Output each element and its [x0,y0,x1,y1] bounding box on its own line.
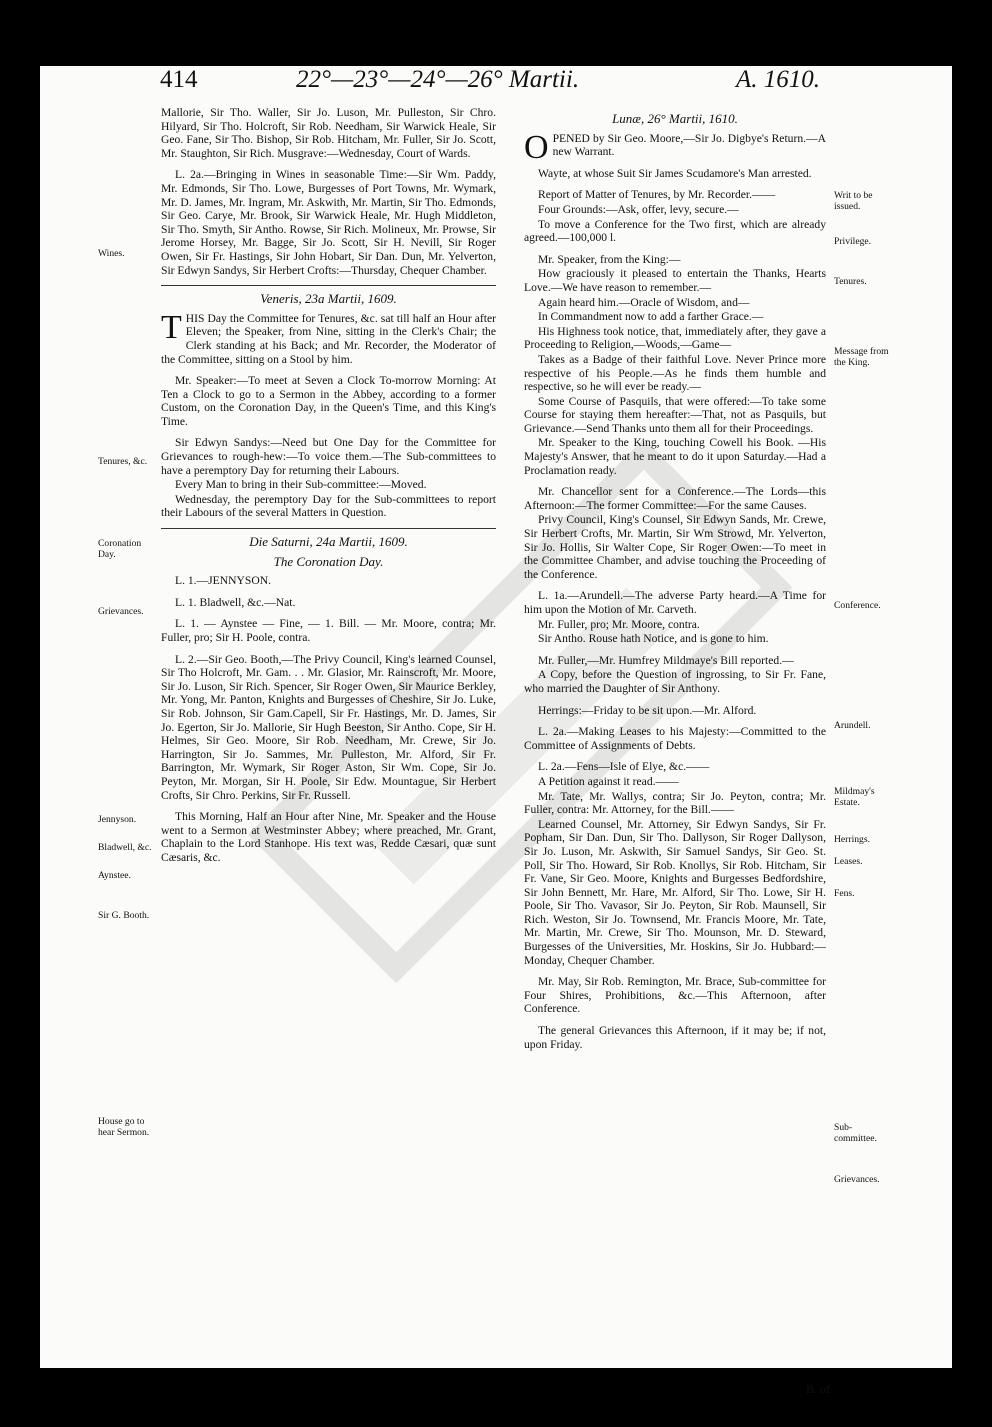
paragraph-bladwell: L. 1. Bladwell, &c.—Nat. [175,595,296,609]
drop-cap: O [524,128,549,166]
paragraph-opened: OPENED by Sir Geo. Moore,—Sir Jo. Digbye's Return.—A new Warrant. [524,128,826,166]
paragraph-commandment: In Commandment now to add a farther Grace.— [538,310,764,324]
margin-note-subcommittee: Sub-committee. [834,1122,877,1144]
page-number: 414 [160,66,198,93]
margin-note-bladwell: Bladwell, &c. [98,842,152,853]
paragraph-learned-counsel: Learned Counsel, Mr. Attorney, Sir Edwyn Sandys, Sir Fr. Popham, Sir Dan. Dun, Sir Tho. Dallyson, Sir Roger Dallyson, Sir Jo. Luson, Mr. Askwith, Sir Samuel Sandys, Sir Geo. St. Poll, Sir Tho. Howard, Sir Rob. Knollys, Sir Rob. Hitcham, Sir Fr. Vane, Sir Geo. Moore, Knights and Burgesses Bedfordshire, Sir John Bennett, Mr. Hare, Mr. Alford, Sir Tho. Lowe, Sir H. Poole, Sir Tho. Vavasor, Sir Jo. Peyton, Sir Rob. Maunsell, Sir Rich. Weston, Sir Jo. Townsend, Mr. Francis Moore, Mr. Tate, Mr. Martin, Mr. Crewe, Sir Tho. Mounson, Mr. D. Steward, Burgesses of the Universities, Mr. Hoskins, Sir Jo. Hubbard:—Monday, Chequer Chamber. [524,817,826,967]
paragraph-intro: Mallorie, Sir Tho. Waller, Sir Jo. Luson, Mr. Pulleston, Sir Chro. Hilyard, Sir Tho. Holcroft, Sir Rob. Needham, Sir Warwick Heale, Sir Geo. Fane, Sir Tho. Bishop, Sir Rob. Hitcham, Mr. Fuller, Sir Jo. Scott, Mr. Staughton, Sir Rich. Musgrave:—Wednesday, Court of Wards. [161,106,496,160]
margin-note-message-king: Message from the King. [834,346,889,368]
paragraph-sermon: This Morning, Half an Hour after Nine, Mr. Speaker and the House went to a Sermon at Westminster Abbey; where preached, Mr. Grant, Chaplain to the Lord Stanhope. His text was, Redde Cæsari, quæ sunt Cæsaris, &c. [161,810,496,864]
margin-note-writ: Writ to be issued. [834,190,873,212]
margin-note-aynstee: Aynstee. [98,870,131,881]
paragraph-pasquils: Some Course of Pasquils, that were offered:—To take some Course for staying them hereafter:—That, not as Pasquils, but Grievance.—Send Thanks unto them all for their Proceedings. [524,394,826,435]
heading-coronation-day: The Coronation Day. [273,553,384,569]
paragraph-four-grounds: Four Grounds:—Ask, offer, levy, secure.— [538,202,739,216]
heading-veneris: Veneris, 23a Martii, 1609. [260,291,397,307]
margin-note-fens: Fens. [834,888,855,899]
paragraph-mildmaye: Mr. Fuller,—Mr. Humfrey Mildmaye's Bill reported.— [538,653,794,667]
paragraph-badge: Takes as a Badge of their faithful Love. Never Prince more respective of his People.—As he finds them humble and respective, so he will ever be ready.— [524,352,826,394]
margin-note-arundell: Arundell. [834,720,871,731]
paragraph-gracious: How graciously it pleased to entertain the Thanks, Hearts Love.—We have reason to remember.— [524,267,826,294]
paragraph-rouse: Sir Antho. Rouse hath Notice, and is gone to him. [538,632,769,646]
divider [161,528,496,529]
margin-note-booth: Sir G. Booth. [98,910,150,921]
paragraph-arundell: L. 1a.—Arundell.—The adverse Party heard.—A Time for him upon the Motion of Mr. Carveth. [524,589,826,616]
paragraph-again: Again heard him.—Oracle of Wisdom, and— [538,295,750,309]
paragraph-conference-two: To move a Conference for the Two first, which are already agreed.—100,000 l. [524,217,826,245]
paragraph-privy-council: Privy Council, King's Counsel, Sir Edwyn Sands, Mr. Crewe, Sir Herbert Crofts, Mr. Martin, Sir Wm Strowd, Mr. Yelverton, Sir Jo. Hollis, Sir Walter Cope, Sir Roger Owen:—To meet in the Committee Chamber, and advise touching the Proceeding of the Conference. [524,513,826,581]
paragraph-aynstee: L. 1. — Aynstee — Fine, — 1. Bill. — Mr. Moore, contra; Mr. Fuller, pro; Sir H. Poole, contra. [161,617,496,644]
margin-note-coronation: Coronation Day. [98,538,142,560]
paragraph-grievances: Sir Edwyn Sandys:—Need but One Day for the Committee for Grievances to rough-hew:—To voice them.—The Sub-committees to have a peremptory Day for returning their Labours. [161,436,496,477]
margin-note-tenures-r: Tenures. [834,276,867,287]
running-head-dates: 22°—23°—24°—26° Martii. [296,66,580,93]
running-head-year: A. 1610. [736,66,821,93]
margin-note-conference: Conference. [834,600,881,611]
paragraph-speaker-king: Mr. Speaker, from the King:— [538,252,681,266]
paragraph-tenures: THIS Day the Committee for Tenures, &c. sat till half an Hour after Eleven; the Speaker, from Nine, sitting in the Clerk's Chair; the Clerk standing at his Back; and Mr. Recorder, the Moderator of the Committee, sitting on a Stool by him. [161,308,496,366]
margin-note-jennyson: Jennyson. [98,814,137,825]
margin-note-grievances: Grievances. [98,606,144,617]
paragraph-jennyson: L. 1.—JENNYSON. [175,574,271,588]
margin-note-herrings: Herrings. [834,834,870,845]
paragraph-copy: A Copy, before the Question of ingrossing, to Sir Fr. Fane, who married the Daughter of Sir Anthony. [524,668,826,695]
paragraph-fuller-pro: Mr. Fuller, pro; Mr. Moore, contra. [538,617,700,631]
paragraph-cowell: Mr. Speaker to the King, touching Cowell his Book. —His Majesty's Answer, that he meant to do it upon Saturday.—Had a Proclamation ready. [524,436,826,477]
paragraph-every-man: Every Man to bring in their Sub-committee:—Moved. [175,478,427,492]
paragraph-tate: Mr. Tate, Mr. Wallys, contra; Sir Jo. Peyton, contra; Mr. Fuller, contra: Mr. Attorney, for the Bill.—— [524,789,826,817]
right-column [524,106,826,1059]
paragraph-coronation: Mr. Speaker:—To meet at Seven a Clock To-morrow Morning: At Ten a Clock to go to a Sermon in the Abbey, according to a former Custom, on the Coronation Day, in the Queen's Time, and this King's Time. [161,374,496,428]
margin-note-leases: Leases. [834,856,863,867]
drop-cap: T [161,308,182,346]
margin-note-privilege: Privilege. [834,236,872,247]
margin-note-mildmay: Mildmay's Estate. [834,786,875,808]
paragraph-leases: L. 2a.—Making Leases to his Majesty:—Committed to the Committee of Assignments of Debts. [524,725,826,752]
left-column [161,106,496,873]
heading-lunae: Lunæ, 26° Martii, 1610. [612,111,738,126]
paragraph-booth: L. 2.—Sir Geo. Booth,—The Privy Council, King's learned Counsel, Sir Tho Holcroft, Mr. Gam. . . Mr. Glasior, Mr. Rainscroft, Mr. Moore, Sir Jo. Luson, Sir Rich. Spencer, Sir Roger Owen, Sir Maurice Berkley, Mr. Yong, Mr. Panton, Knights and Burgesses of Cheshire, Sir Jo. Luke, Sir Rob. Johnson, Sir Gam.Capell, Sir Fr. Hastings, Mr. D. James, Sir Jo. Egerton, Sir Jo. Mallorie, Sir Hugh Beeston, Sir Antho. Cope, Sir H. Helmes, Sir Geo. Moore, Sir Rob. Needham, Mr. Crewe, Sir Jo. Harrington, Sir Jo. Sammes, Mr. Pulleston, Mr. Alford, Sir Fr. Barrington, Mr. Wymark, Sir Roger Aston, Sir Wm. Cope, Sir Jo. Peyton, Mr. Morgan, Sir H. Poole, Sir Edw. Mountague, Sir Herbert Crofts, Sir Chro. Perkins, Sir Fr. Russell. [161,652,496,802]
margin-note-wines: Wines. [98,248,125,259]
paragraph-petition: A Petition against it read.—— [538,774,679,788]
paragraph-wines: L. 2a.—Bringing in Wines in seasonable Time:—Sir Wm. Paddy, Mr. Edmonds, Sir Tho. Lowe, Burgesses of Port Towns, Mr. Wymark, Mr. D. James, Mr. Ingram, Mr. Askwith, Mr. Martin, Sir Tho. Edmonds, Sir Geo. Carye, Mr. Brook, Sir Warwick Heale, Mr. Hugh Middleton, Sir Tho. Smyth, Sir Antho. Rowse, Sir Rich. Molineux, Mr. Prowse, Sir Jerome Horsey, Mr. Bagge, Sir Jo. Scott, Sir H. Nevill, Sir Roger Owen, Sir Fr. Hastings, Sir John Hobart, Sir Dan. Dun, Mr. Yelverton, Sir Edwyn Sandys, Sir Herbert Crofts:—Thursday, Chequer Chamber. [161,168,496,277]
paragraph-general-grievances: The general Grievances this Afternoon, if it may be; if not, upon Friday. [524,1024,826,1051]
margin-note-house-sermon: House go to hear Sermon. [98,1116,150,1138]
paragraph-herrings: Herrings:—Friday to be sit upon.—Mr. Alford. [538,703,757,717]
paragraph-wednesday: Wednesday, the peremptory Day for the Sub-committees to report their Labours of the several Matters in Question. [161,492,496,520]
divider [161,285,496,286]
paragraph-highness: His Highness took notice, that, immediately after, they gave a Proceeding to Religion,—Woods,—Game— [524,324,826,352]
margin-note-tenures: Tenures, &c. [98,456,148,467]
paragraph-fens: L. 2a.—Fens—Isle of Elye, &c.—— [538,760,710,774]
paragraph-report: Report of Matter of Tenures, by Mr. Recorder.—— [538,188,776,202]
paragraph-may: Mr. May, Sir Rob. Remington, Mr. Brace, Sub-committee for Four Shires, Prohibitions, &c.—This Afternoon, after Conference. [524,975,826,1016]
heading-saturni: Die Saturni, 24a Martii, 1609. [249,534,408,550]
margin-note-grievances-r: Grievances. [834,1174,880,1185]
catchword: B. of [806,1382,830,1396]
paragraph-wayte: Wayte, at whose Suit Sir James Scudamore's Man arrested. [538,166,812,180]
paragraph-chancellor: Mr. Chancellor sent for a Conference.—The Lords—this Afternoon:—The former Committee:—For the same Causes. [524,485,826,512]
